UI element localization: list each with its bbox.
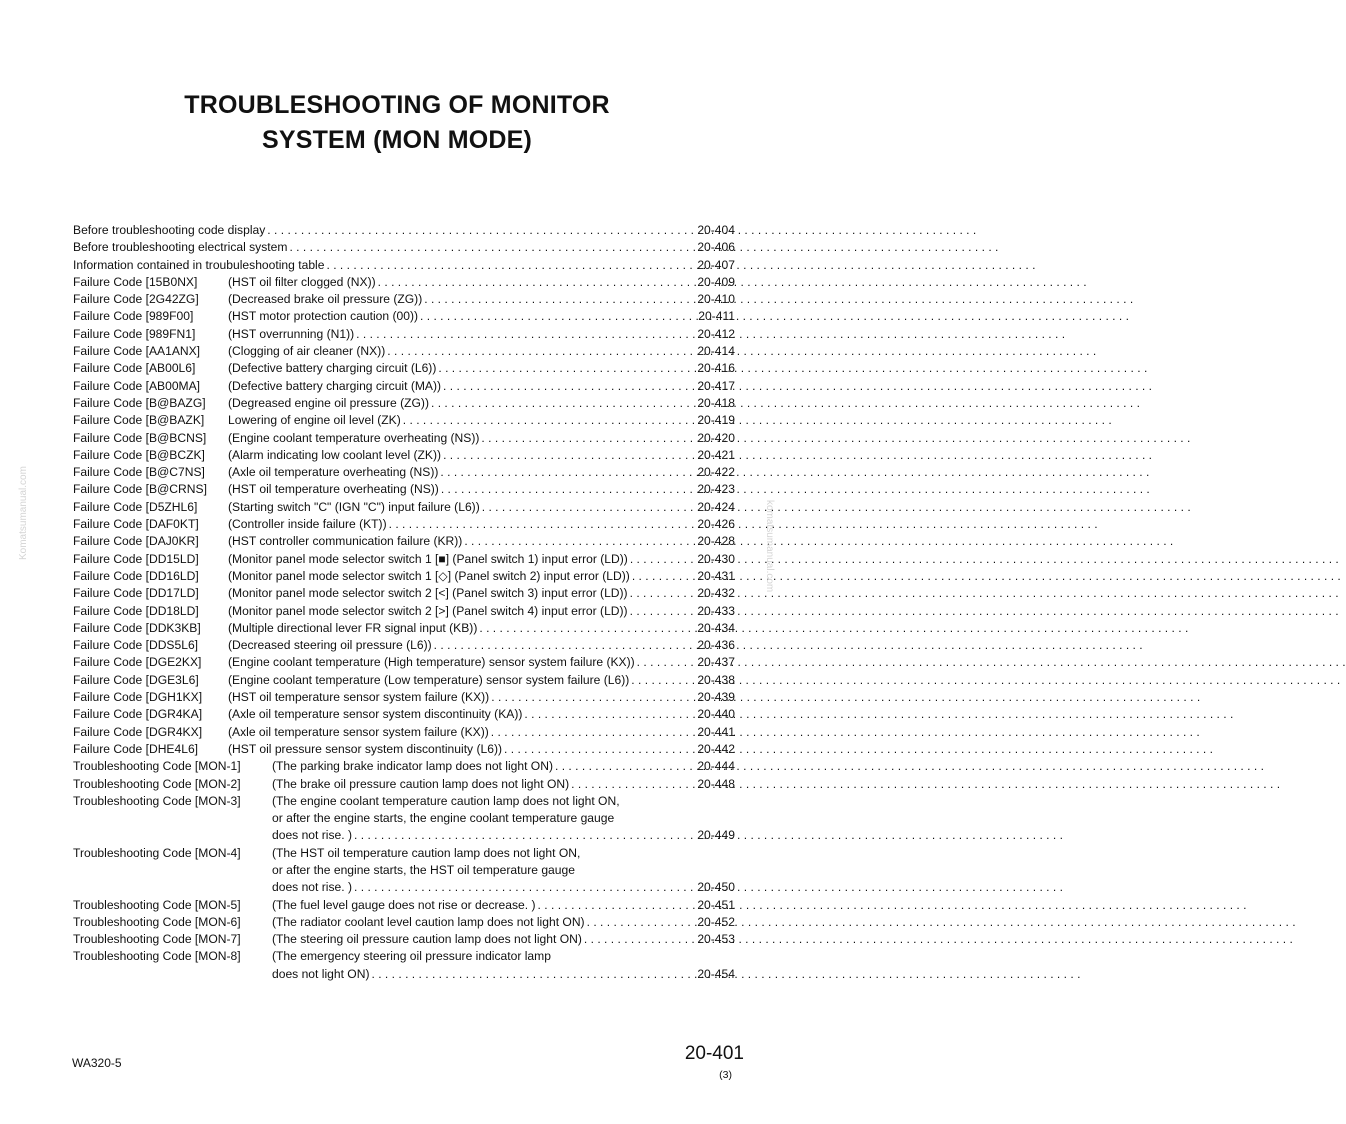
toc-entry-code: Failure Code [DDS5L6] — [73, 638, 199, 653]
toc-entry-description: or after the engine starts, the engine coolant temperature gauge — [272, 811, 615, 826]
toc-entry-code: Failure Code [B@C7NS] — [73, 465, 205, 480]
toc-entry-code: Troubleshooting Code [MON-7] — [73, 932, 241, 947]
toc-entry-page: 20-452 — [697, 914, 735, 929]
toc-entry-page: 20-407 — [697, 257, 735, 272]
dot-leader — [502, 741, 693, 758]
model-number: WA320-5 — [72, 1056, 122, 1070]
toc-entry-description: (Defective battery charging circuit (L6)) — [228, 361, 437, 376]
toc-entry[interactable] — [73, 862, 735, 879]
toc-entry[interactable] — [73, 603, 735, 620]
toc-entry[interactable] — [73, 412, 735, 429]
toc-entry-description: (Decreased steering oil pressure (L6)) — [228, 638, 432, 653]
toc-entry-page: 20-437 — [697, 655, 735, 670]
toc-entry-code: Failure Code [DGE2KX] — [73, 655, 202, 670]
toc-entry-page: 20-453 — [697, 932, 735, 947]
toc-entry-description: or after the engine starts, the HST oil temperature gauge — [272, 862, 575, 877]
toc-entry-description: (The brake oil pressure caution lamp does not light ON) — [272, 776, 570, 791]
toc-entry-code: Troubleshooting Code [MON-1] — [73, 759, 241, 774]
toc-entry-page: 20-406 — [697, 240, 735, 255]
toc-entry-description: (Starting switch "C" (IGN "C") input failure (L6)) — [228, 499, 480, 514]
toc-entry[interactable] — [73, 724, 735, 741]
toc-entry-description: (Monitor panel mode selector switch 2 [<] (Panel switch 3) input error (LD)) — [228, 586, 628, 601]
toc-entry[interactable] — [73, 430, 735, 447]
toc-entry-description: (The parking brake indicator lamp does not light ON) — [272, 759, 553, 774]
toc-entry[interactable] — [73, 481, 735, 498]
toc-entry-page: 20-448 — [697, 776, 735, 791]
toc-entry-description: (The fuel level gauge does not rise or decrease. ) — [272, 897, 536, 912]
toc-entry-description: (HST oil filter clogged (NX)) — [228, 274, 376, 289]
toc-entry-code: Before troubleshooting electrical system — [73, 240, 288, 255]
toc-entry-code: Troubleshooting Code [MON-6] — [73, 914, 241, 929]
toc-entry[interactable] — [73, 689, 735, 706]
toc-entry-page: 20-440 — [697, 707, 735, 722]
toc-entry-description: (Defective battery charging circuit (MA)) — [228, 378, 442, 393]
toc-entry-code: Failure Code [DD18LD] — [73, 603, 199, 618]
dot-leader — [376, 274, 694, 291]
dot-leader — [352, 827, 693, 844]
dot-leader — [436, 360, 693, 377]
dot-leader — [628, 585, 694, 602]
toc-entry[interactable] — [73, 499, 735, 516]
toc-entry-code: Failure Code [DDK3KB] — [73, 620, 201, 635]
toc-entry-description: (The steering oil pressure caution lamp does not light ON) — [272, 932, 582, 947]
toc-entry[interactable] — [73, 239, 735, 256]
dot-leader — [369, 966, 693, 983]
toc-entry[interactable] — [73, 776, 735, 793]
dot-leader — [387, 516, 694, 533]
toc-entry[interactable] — [73, 897, 735, 914]
toc-entry-description: (Monitor panel mode selector switch 1 [■] (Panel switch 1) input error (LD)) — [228, 551, 628, 566]
revision-mark: (3) — [719, 1069, 732, 1081]
toc-entry-code: Failure Code [DAF0KT] — [73, 517, 199, 532]
dot-leader — [439, 481, 694, 498]
toc-entry-code: Failure Code [D5ZHL6] — [73, 499, 198, 514]
toc-entry[interactable] — [73, 533, 735, 550]
toc-entry[interactable] — [73, 447, 735, 464]
dot-leader — [354, 326, 693, 343]
title-line-2: SYSTEM (MON MODE) — [261, 126, 533, 154]
toc-entry-page: 20-431 — [697, 568, 735, 583]
dot-leader — [324, 257, 693, 274]
toc-entry-page: 20-422 — [697, 465, 735, 480]
dot-leader — [401, 412, 694, 429]
toc-entry-code: Failure Code [15B0NX] — [73, 274, 198, 289]
toc-entry[interactable] — [73, 966, 735, 983]
dot-leader — [479, 430, 693, 447]
watermark-right: komatsumanual.com — [764, 500, 775, 593]
toc-entry-description: (Decreased brake oil pressure (ZG)) — [228, 292, 423, 307]
toc-entry-code: Failure Code [AB00MA] — [73, 378, 201, 393]
toc-entry[interactable] — [73, 274, 735, 291]
toc-entry-description: does not rise. ) — [272, 828, 352, 843]
toc-entry[interactable] — [73, 568, 735, 585]
toc-entry-page: 20-430 — [697, 551, 735, 566]
toc-entry-page: 20-423 — [697, 482, 735, 497]
dot-leader — [265, 222, 693, 239]
toc-entry-page: 20-420 — [697, 430, 735, 445]
toc-entry-page: 20-410 — [697, 292, 735, 307]
toc-entry[interactable] — [73, 672, 735, 689]
toc-entry-page: 20-449 — [697, 828, 735, 843]
title-line-1: TROUBLESHOOTING OF MONITOR — [184, 91, 610, 119]
toc-entry-description: (HST oil temperature sensor system failure (KX)) — [228, 690, 490, 705]
toc-entry[interactable] — [73, 758, 735, 775]
toc-entry[interactable] — [73, 741, 735, 758]
toc-entry-page: 20-412 — [697, 326, 735, 341]
dot-leader — [287, 239, 693, 256]
toc-entry[interactable] — [73, 914, 735, 931]
toc-entry-description: does not light ON) — [272, 966, 370, 981]
toc-entry-page: 20-434 — [697, 620, 735, 635]
toc-entry[interactable] — [73, 879, 735, 896]
toc-entry-description: (Clogging of air cleaner (NX)) — [228, 344, 386, 359]
toc-entry-code: Failure Code [B@BAZG] — [73, 395, 206, 410]
toc-entry-description: (The HST oil temperature caution lamp does not light ON, — [272, 845, 581, 860]
dot-leader — [352, 879, 693, 896]
toc-entry-code: Troubleshooting Code [MON-3] — [73, 793, 241, 808]
toc-entry-page: 20-432 — [697, 586, 735, 601]
toc-entry[interactable] — [73, 378, 735, 395]
toc-entry-page: 20-454 — [697, 966, 735, 981]
toc-entry-description: (Axle oil temperature sensor system failure (KX)) — [228, 724, 489, 739]
table-of-contents — [73, 222, 735, 983]
toc-entry-page: 20-451 — [697, 897, 735, 912]
dot-leader — [489, 724, 694, 741]
toc-entry-page: 20-419 — [697, 413, 735, 428]
toc-entry-description: (Engine coolant temperature (Low temperature) sensor system failure (L6)) — [228, 672, 630, 687]
dot-leader — [629, 672, 693, 689]
dot-leader — [422, 291, 693, 308]
toc-entry-code: Troubleshooting Code [MON-4] — [73, 845, 241, 860]
dot-leader — [438, 464, 693, 481]
toc-entry[interactable] — [73, 222, 735, 239]
page-title — [0, 88, 794, 158]
toc-entry[interactable] — [73, 620, 735, 637]
dot-leader — [489, 689, 693, 706]
toc-entry-description: (HST overrunning (N1)) — [228, 326, 355, 341]
toc-entry-page: 20-424 — [697, 499, 735, 514]
toc-entry-page: 20-439 — [697, 690, 735, 705]
toc-entry-page: 20-418 — [697, 395, 735, 410]
watermark-left: Komatsumanual.com — [18, 466, 29, 560]
toc-entry-page: 20-450 — [697, 880, 735, 895]
toc-entry-page: 20-436 — [697, 638, 735, 653]
toc-entry-page: 20-444 — [697, 759, 735, 774]
toc-entry-code: Failure Code [DGR4KA] — [73, 707, 203, 722]
toc-entry-code: Failure Code [DGR4KX] — [73, 724, 203, 739]
toc-entry-code: Failure Code [DAJ0KR] — [73, 534, 199, 549]
toc-entry-description: (HST motor protection caution (00)) — [228, 309, 418, 324]
dot-leader — [628, 603, 694, 620]
dot-leader — [569, 776, 693, 793]
toc-entry-description: does not rise. ) — [272, 880, 352, 895]
toc-entry-code: Failure Code [B@BAZK] — [73, 413, 205, 428]
dot-leader — [462, 533, 693, 550]
dot-leader — [432, 637, 694, 654]
toc-entry-page: 20-438 — [697, 672, 735, 687]
toc-entry-code: Failure Code [2G42ZG] — [73, 292, 199, 307]
toc-entry-page: 20-428 — [697, 534, 735, 549]
toc-entry-description: (Monitor panel mode selector switch 2 [>] (Panel switch 4) input error (LD)) — [228, 603, 628, 618]
toc-entry-code: Failure Code [DGH1KX] — [73, 690, 203, 705]
dot-leader — [385, 343, 693, 360]
toc-entry-code: Failure Code [DHE4L6] — [73, 741, 199, 756]
toc-entry[interactable] — [73, 257, 735, 274]
toc-entry-code: Failure Code [989FN1] — [73, 326, 196, 341]
toc-entry-page: 20-433 — [697, 603, 735, 618]
toc-entry[interactable] — [73, 464, 735, 481]
dot-leader — [429, 395, 693, 412]
toc-entry-code: Failure Code [AA1ANX] — [73, 344, 201, 359]
toc-entry[interactable] — [73, 291, 735, 308]
toc-entry-description: (Multiple directional lever FR signal input (KB)) — [228, 620, 478, 635]
toc-entry-page: 20-441 — [697, 724, 735, 739]
toc-entry-code: Before troubleshooting code display — [73, 223, 266, 237]
toc-entry-description: (Axle oil temperature sensor system discontinuity (KA)) — [228, 707, 523, 722]
toc-entry[interactable] — [73, 343, 735, 360]
toc-entry-code: Failure Code [B@BCNS] — [73, 430, 207, 445]
dot-leader — [553, 758, 693, 775]
toc-entry-description: Lowering of engine oil level (ZK) — [228, 413, 401, 428]
toc-entry-code: Troubleshooting Code [MON-5] — [73, 897, 241, 912]
dot-leader — [418, 308, 694, 325]
toc-entry-code: Failure Code [B@CRNS] — [73, 482, 207, 497]
toc-entry-code: Information contained in troubuleshooting table — [73, 257, 325, 272]
toc-entry-code: Failure Code [AB00L6] — [73, 361, 196, 376]
dot-leader — [628, 551, 694, 568]
toc-entry[interactable] — [73, 516, 735, 533]
dot-leader — [441, 378, 693, 395]
toc-entry-description: (The emergency steering oil pressure indicator lamp — [272, 949, 551, 964]
toc-entry[interactable] — [73, 931, 735, 948]
toc-entry[interactable] — [73, 308, 735, 325]
toc-entry[interactable] — [73, 706, 735, 723]
toc-entry-description: (Engine coolant temperature (High temperature) sensor system failure (KX)) — [228, 655, 635, 670]
dot-leader — [522, 706, 693, 723]
dot-leader — [585, 914, 694, 931]
toc-entry-description: (Controller inside failure (KT)) — [228, 517, 387, 532]
toc-entry-description: (Monitor panel mode selector switch 1 [◇] (Panel switch 2) input error (LD)) — [228, 568, 630, 583]
toc-entry-description: (Axle oil temperature overheating (NS)) — [228, 465, 439, 480]
toc-entry-code: Failure Code [DD17LD] — [73, 586, 199, 601]
toc-entry[interactable] — [73, 395, 735, 412]
dot-leader — [441, 447, 693, 464]
page-number: 20-401 — [684, 1043, 744, 1064]
toc-entry-page: 20-442 — [697, 741, 735, 756]
toc-entry-code: Troubleshooting Code [MON-8] — [73, 949, 241, 964]
toc-entry-page: 20-404 — [697, 223, 735, 237]
dot-leader — [477, 620, 693, 637]
toc-entry-page: 20-416 — [697, 361, 735, 376]
toc-entry[interactable] — [73, 585, 735, 602]
toc-entry-description: (The engine coolant temperature caution lamp does not light ON, — [272, 793, 620, 808]
toc-entry[interactable] — [73, 551, 735, 568]
dot-leader — [630, 568, 694, 585]
toc-entry-code: Troubleshooting Code [MON-2] — [73, 776, 241, 791]
toc-entry-code: Failure Code [B@BCZK] — [73, 447, 205, 462]
dot-leader — [536, 897, 694, 914]
toc-entry-description: (HST oil pressure sensor system discontinuity (L6)) — [228, 741, 502, 756]
toc-entry[interactable] — [73, 654, 735, 671]
toc-entry-page: 20-411 — [698, 309, 735, 324]
toc-entry[interactable] — [73, 326, 735, 343]
toc-entry-code: Failure Code [DD15LD] — [73, 551, 199, 566]
toc-entry[interactable] — [73, 793, 735, 810]
toc-entry-description: (Alarm indicating low coolant level (ZK)) — [228, 447, 442, 462]
toc-entry-page: 20-421 — [697, 447, 735, 462]
toc-entry[interactable] — [73, 360, 735, 377]
toc-entry-description: (Engine coolant temperature overheating (NS)) — [228, 430, 480, 445]
toc-entry-description: (The radiator coolant level caution lamp does not light ON) — [272, 914, 585, 929]
toc-entry-description: (HST oil temperature overheating (NS)) — [228, 482, 439, 497]
toc-entry-page: 20-414 — [697, 344, 735, 359]
toc-entry-page: 20-426 — [697, 517, 735, 532]
toc-entry-description: (Degreased engine oil pressure (ZG)) — [228, 395, 429, 410]
toc-entry[interactable] — [73, 827, 735, 844]
toc-entry-page: 20-417 — [697, 378, 735, 393]
toc-entry-code: Failure Code [989F00] — [73, 309, 194, 324]
dot-leader — [582, 931, 693, 948]
dot-leader — [635, 654, 694, 671]
toc-entry[interactable] — [73, 637, 735, 654]
toc-entry[interactable] — [73, 948, 735, 965]
toc-entry-code: Failure Code [DD16LD] — [73, 568, 199, 583]
toc-entry-description: (HST controller communication failure (KR)) — [228, 534, 463, 549]
toc-entry-page: 20-409 — [697, 274, 735, 289]
toc-entry[interactable] — [73, 845, 735, 862]
toc-entry[interactable] — [73, 810, 735, 827]
dot-leader — [480, 499, 694, 516]
toc-entry-code: Failure Code [DGE3L6] — [73, 672, 199, 687]
